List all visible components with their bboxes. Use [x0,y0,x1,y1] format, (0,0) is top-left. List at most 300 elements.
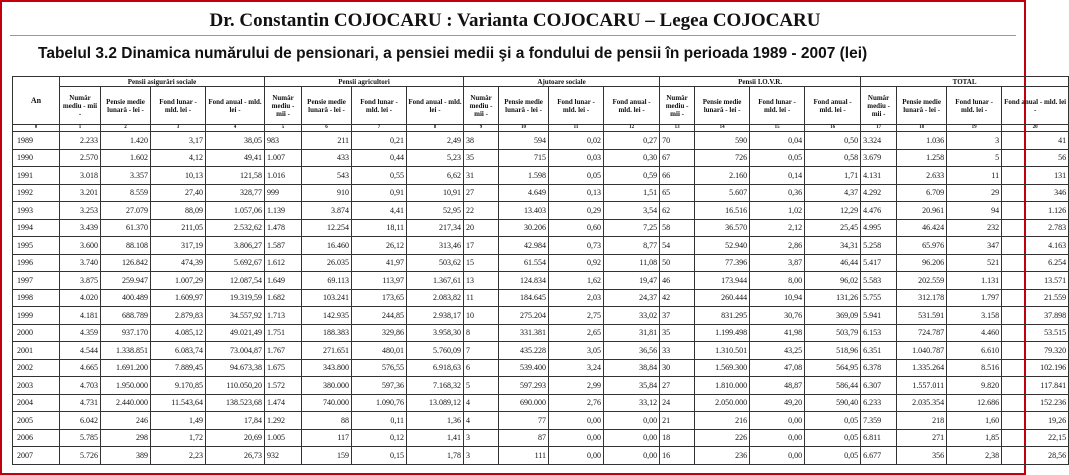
table-cell: 11,08 [604,254,660,272]
table-cell: 79.320 [1002,342,1069,360]
table-cell: 12.686 [947,394,1002,412]
table-cell: 6.351 [861,342,897,360]
table-cell: 18 [660,429,695,447]
table-cell: 983 [265,132,302,150]
table-cell: 6.254 [1002,254,1069,272]
table-cell: 2,23 [151,447,206,465]
table-cell: 0,11 [352,412,407,430]
table-cell: 1,71 [805,167,861,185]
year-cell: 1990 [13,149,60,167]
table-cell: 69.113 [302,272,352,290]
table-cell: 369,09 [805,307,861,325]
table-cell: 31 [464,167,499,185]
table-cell: 6.918,63 [407,359,464,377]
table-cell: 2.570 [60,149,101,167]
table-cell: 298 [101,429,151,447]
table-cell: 246 [101,412,151,430]
table-cell: 211 [302,132,352,150]
table-cell: 5.760,09 [407,342,464,360]
table-cell: 36,56 [604,342,660,360]
table-cell: 1.797 [947,289,1002,307]
table-cell: 5 [464,377,499,395]
table-row [13,184,1069,202]
table-cell: 1,51 [604,184,660,202]
table-cell: 88,09 [151,202,206,220]
table-cell: 2,99 [549,377,604,395]
table-cell: 232 [947,219,1002,237]
table-cell: 52.940 [695,237,750,255]
table-cell: 1.572 [265,377,302,395]
table-cell: 0,14 [750,167,805,185]
column-subheader: Număr mediu - mii - [660,87,695,125]
column-index: 16 [805,125,861,132]
table-cell: 0,55 [352,167,407,185]
table-cell: 12.087,54 [206,272,265,290]
table-cell: 16.460 [302,237,352,255]
table-cell: 0,60 [549,219,604,237]
table-cell: 1,36 [407,412,464,430]
table-cell: 26,73 [206,447,265,465]
table-cell: 474,39 [151,254,206,272]
table-cell: 0,00 [750,447,805,465]
table-cell: 4.995 [861,219,897,237]
table-cell: 113,97 [352,272,407,290]
column-subheader: Fond lunar - mld. lei - [549,87,604,125]
year-cell: 1994 [13,219,60,237]
year-cell: 2002 [13,359,60,377]
table-cell: 3,05 [549,342,604,360]
table-cell: 1.609,97 [151,289,206,307]
table-cell: 37.898 [1002,307,1069,325]
table-cell: 346 [1002,184,1069,202]
table-cell: 1.810.000 [695,377,750,395]
table-cell: 3.740 [60,254,101,272]
table-cell: 117.841 [1002,377,1069,395]
table-cell: 1.474 [265,394,302,412]
table-cell: 0,05 [805,412,861,430]
table-cell: 41,98 [750,324,805,342]
table-cell: 87 [499,429,549,447]
table-cell: 111 [499,447,549,465]
table-cell: 2,76 [549,394,604,412]
group-header: Pensii agricultori [265,77,464,87]
table-cell: 5.755 [861,289,897,307]
table-cell: 3,24 [549,359,604,377]
table-cell: 2.938,17 [407,307,464,325]
table-cell: 3,87 [750,254,805,272]
table-cell: 0,00 [549,412,604,430]
table-cell: 77.396 [695,254,750,272]
table-cell: 4 [464,412,499,430]
table-cell: 31,81 [604,324,660,342]
table-cell: 2.440.000 [101,394,151,412]
table-cell: 3.201 [60,184,101,202]
table-cell: 26,12 [352,237,407,255]
group-header: Pensii asigurări sociale [60,77,265,87]
table-cell: 9.820 [947,377,1002,395]
table-cell: 1.675 [265,359,302,377]
table-cell: 2,49 [407,132,464,150]
table-cell: 236 [695,447,750,465]
table-cell: 22 [464,202,499,220]
table-cell: 1,85 [947,429,1002,447]
table-cell: 5.726 [60,447,101,465]
year-cell: 2003 [13,377,60,395]
table-cell: 726 [695,149,750,167]
table-cell: 1.950.000 [101,377,151,395]
table-cell: 41,97 [352,254,407,272]
table-cell: 56 [1002,149,1069,167]
table-cell: 435.228 [499,342,549,360]
table-cell: 271 [897,429,947,447]
table-cell: 58 [660,219,695,237]
table-cell: 110.050,20 [206,377,265,395]
table-cell: 1,62 [549,272,604,290]
table-cell: 1.767 [265,342,302,360]
table-cell: 0,00 [604,429,660,447]
table-cell: 3,17 [151,132,206,150]
table-cell: 0,92 [549,254,604,272]
table-cell: 0,27 [604,132,660,150]
table-cell: 20,69 [206,429,265,447]
table-cell: 6.610 [947,342,1002,360]
year-cell: 1992 [13,184,60,202]
table-cell: 49,41 [206,149,265,167]
table-cell: 539.400 [499,359,549,377]
year-cell: 2001 [13,342,60,360]
table-cell: 202.559 [897,272,947,290]
pension-table [12,76,1069,465]
table-cell: 1,41 [407,429,464,447]
table-row [13,429,1069,447]
header-divider [10,35,1016,36]
table-cell: 1.602 [101,149,151,167]
table-cell: 1.090,76 [352,394,407,412]
table-cell: 7,25 [604,219,660,237]
table-cell: 0,91 [352,184,407,202]
group-header: Ajutoare sociale [464,77,660,87]
table-cell: 0,03 [549,149,604,167]
table-cell: 400.489 [101,289,151,307]
table-cell: 6.811 [861,429,897,447]
table-cell: 34.557,92 [206,307,265,325]
table-cell: 2.879,83 [151,307,206,325]
table-cell: 0,00 [750,412,805,430]
table-cell: 331.381 [499,324,549,342]
year-cell: 2004 [13,394,60,412]
table-cell: 0,02 [549,132,604,150]
table-cell: 317,19 [151,237,206,255]
table-cell: 27 [660,377,695,395]
table-cell: 7.168,32 [407,377,464,395]
year-cell: 1999 [13,307,60,325]
column-index: 10 [499,125,549,132]
table-cell: 910 [302,184,352,202]
table-cell: 0,13 [549,184,604,202]
table-cell: 2.083,82 [407,289,464,307]
table-row [13,202,1069,220]
table-cell: 5.607 [695,184,750,202]
column-subheader: Pensie medie lunară - lei - [897,87,947,125]
table-cell: 5.258 [861,237,897,255]
table-cell: 597.293 [499,377,549,395]
table-cell: 4.665 [60,359,101,377]
table-cell: 27.079 [101,202,151,220]
table-cell: 1.292 [265,412,302,430]
year-cell: 1998 [13,289,60,307]
table-cell: 389 [101,447,151,465]
table-row [13,272,1069,290]
table-cell: 543 [302,167,352,185]
year-cell: 2006 [13,429,60,447]
table-cell: 0,00 [604,447,660,465]
table-cell: 4.359 [60,324,101,342]
column-index: 8 [407,125,464,132]
table-cell: 531.591 [897,307,947,325]
table-row [13,307,1069,325]
table-cell: 2,38 [947,447,1002,465]
column-subheader: Număr mediu - mii - [464,87,499,125]
column-subheader: Fond lunar - mld. lei - [352,87,407,125]
table-cell: 38 [464,132,499,150]
table-cell: 6 [464,359,499,377]
table-cell: 17 [464,237,499,255]
table-cell: 13.571 [1002,272,1069,290]
table-cell: 1,02 [750,202,805,220]
table-cell: 1.367,61 [407,272,464,290]
table-cell: 7.359 [861,412,897,430]
table-cell: 2.633 [897,167,947,185]
table-cell: 597,36 [352,377,407,395]
table-cell: 35 [464,149,499,167]
column-subheader: Fond lunar - mld. lei - [151,87,206,125]
table-cell: 4.731 [60,394,101,412]
table-cell: 1.057,06 [206,202,265,220]
table-cell: 831.295 [695,307,750,325]
header-title: Dr. Constantin COJOCARU : Varianta COJOCARU – Legea COJOCARU [209,10,821,31]
table-cell: 15 [464,254,499,272]
table-cell: 42 [660,289,695,307]
table-cell: 1,72 [151,429,206,447]
table-cell: 37 [660,307,695,325]
table-cell: 3.600 [60,237,101,255]
table-cell: 3.958,30 [407,324,464,342]
year-cell: 1997 [13,272,60,290]
table-cell: 3.253 [60,202,101,220]
table-cell: 0,00 [604,412,660,430]
table-cell: 42.984 [499,237,549,255]
table-cell: 259.947 [101,272,151,290]
table-cell: 5.583 [861,272,897,290]
table-cell: 38,84 [604,359,660,377]
table-cell: 3 [464,447,499,465]
table-cell: 1.557.011 [897,377,947,395]
table-cell: 46 [660,272,695,290]
table-cell: 27,40 [151,184,206,202]
column-subheader: Fond anual - mld. lei - [805,87,861,125]
table-cell: 688.789 [101,307,151,325]
table-cell: 347 [947,237,1002,255]
group-header: TOTAL [861,77,1069,87]
table-cell: 480,01 [352,342,407,360]
table-cell: 24 [660,394,695,412]
table-cell: 1.598 [499,167,549,185]
table-cell: 218 [897,412,947,430]
table-cell: 30,76 [750,307,805,325]
table-cell: 0,05 [549,167,604,185]
year-cell: 2007 [13,447,60,465]
table-cell: 1,60 [947,412,1002,430]
table-cell: 73.004,87 [206,342,265,360]
table-cell: 8,77 [604,237,660,255]
table-cell: 564,95 [805,359,861,377]
table-cell: 30.206 [499,219,549,237]
table-cell: 4.020 [60,289,101,307]
table-row [13,359,1069,377]
table-cell: 7.889,45 [151,359,206,377]
table-cell: 35 [660,324,695,342]
table-cell: 126.842 [101,254,151,272]
table-cell: 932 [265,447,302,465]
table-cell: 343.800 [302,359,352,377]
table-cell: 0,21 [352,132,407,150]
table-cell: 8,00 [750,272,805,290]
table-cell: 38,05 [206,132,265,150]
table-cell: 8 [464,324,499,342]
table-cell: 4,41 [352,202,407,220]
table-cell: 46,44 [805,254,861,272]
table-cell: 0,00 [750,429,805,447]
table-cell: 26.035 [302,254,352,272]
table-cell: 4.292 [861,184,897,202]
table-cell: 20 [464,219,499,237]
table-cell: 46.424 [897,219,947,237]
table-cell: 8.559 [101,184,151,202]
table-cell: 52,95 [407,202,464,220]
table-cell: 2,65 [549,324,604,342]
table-cell: 1.751 [265,324,302,342]
table-cell: 4.703 [60,377,101,395]
table-cell: 61.554 [499,254,549,272]
table-cell: 188.383 [302,324,352,342]
table-cell: 1.131 [947,272,1002,290]
table-cell: 65 [660,184,695,202]
table-cell: 19,47 [604,272,660,290]
table-cell: 70 [660,132,695,150]
table-cell: 13.089,12 [407,394,464,412]
table-row [13,342,1069,360]
column-subheader: Număr mediu - mii - [861,87,897,125]
table-cell: 8.516 [947,359,1002,377]
table-cell: 2.050.000 [695,394,750,412]
table-cell: 3.439 [60,219,101,237]
table-cell: 62 [660,202,695,220]
table-cell: 0,29 [549,202,604,220]
table-cell: 12.254 [302,219,352,237]
table-cell: 131,26 [805,289,861,307]
table-cell: 518,96 [805,342,861,360]
column-index: 14 [695,125,750,132]
table-cell: 999 [265,184,302,202]
table-cell: 184.645 [499,289,549,307]
table-cell: 159 [302,447,352,465]
table-cell: 27 [464,184,499,202]
table-cell: 329,86 [352,324,407,342]
table-cell: 2,12 [750,219,805,237]
table-row [13,412,1069,430]
table-cell: 216 [695,412,750,430]
column-subheader: Număr mediu - mii - [60,87,101,125]
table-cell: 10,91 [407,184,464,202]
table-cell: 19.319,59 [206,289,265,307]
table-cell: 2.783 [1002,219,1069,237]
table-cell: 3.357 [101,167,151,185]
table-cell: 6.378 [861,359,897,377]
table-cell: 3.324 [861,132,897,150]
table-cell: 142.935 [302,307,352,325]
table-cell: 47,08 [750,359,805,377]
table-cell: 6.307 [861,377,897,395]
table-cell: 33,02 [604,307,660,325]
table-cell: 1.691.200 [101,359,151,377]
column-subheader: Pensie medie lunară - lei - [302,87,352,125]
table-cell: 313,46 [407,237,464,255]
table-cell: 244,85 [352,307,407,325]
table-cell: 0,00 [549,429,604,447]
table-cell: 5.692,67 [206,254,265,272]
table-cell: 41 [1002,132,1069,150]
table-cell: 6.042 [60,412,101,430]
table-cell: 21.559 [1002,289,1069,307]
table-cell: 35,84 [604,377,660,395]
table-cell: 49,20 [750,394,805,412]
year-cell: 1989 [13,132,60,150]
column-index: 18 [897,125,947,132]
table-cell: 3.158 [947,307,1002,325]
column-index: 2 [101,125,151,132]
table-cell: 21 [660,412,695,430]
table-cell: 10 [464,307,499,325]
table-cell: 29 [947,184,1002,202]
table-cell: 4.649 [499,184,549,202]
table-cell: 2.160 [695,167,750,185]
table-cell: 65.976 [897,237,947,255]
table-cell: 6.153 [861,324,897,342]
table-cell: 0,05 [750,149,805,167]
table-cell: 103.241 [302,289,352,307]
year-cell: 1996 [13,254,60,272]
table-cell: 6.233 [861,394,897,412]
table-cell: 11 [464,289,499,307]
table-cell: 0,04 [750,132,805,150]
table-cell: 3.679 [861,149,897,167]
table-cell: 30 [660,359,695,377]
table-cell: 152.236 [1002,394,1069,412]
table-cell: 1.258 [897,149,947,167]
table-cell: 690.000 [499,394,549,412]
table-cell: 1.649 [265,272,302,290]
table-row [13,394,1069,412]
column-subheader: Fond lunar - mld. lei - [750,87,805,125]
table-cell: 0,30 [604,149,660,167]
table-cell: 1.335.264 [897,359,947,377]
table-row [13,149,1069,167]
table-row [13,447,1069,465]
table-cell: 10,94 [750,289,805,307]
year-cell: 1995 [13,237,60,255]
table-cell: 260.444 [695,289,750,307]
table-cell: 0,59 [604,167,660,185]
